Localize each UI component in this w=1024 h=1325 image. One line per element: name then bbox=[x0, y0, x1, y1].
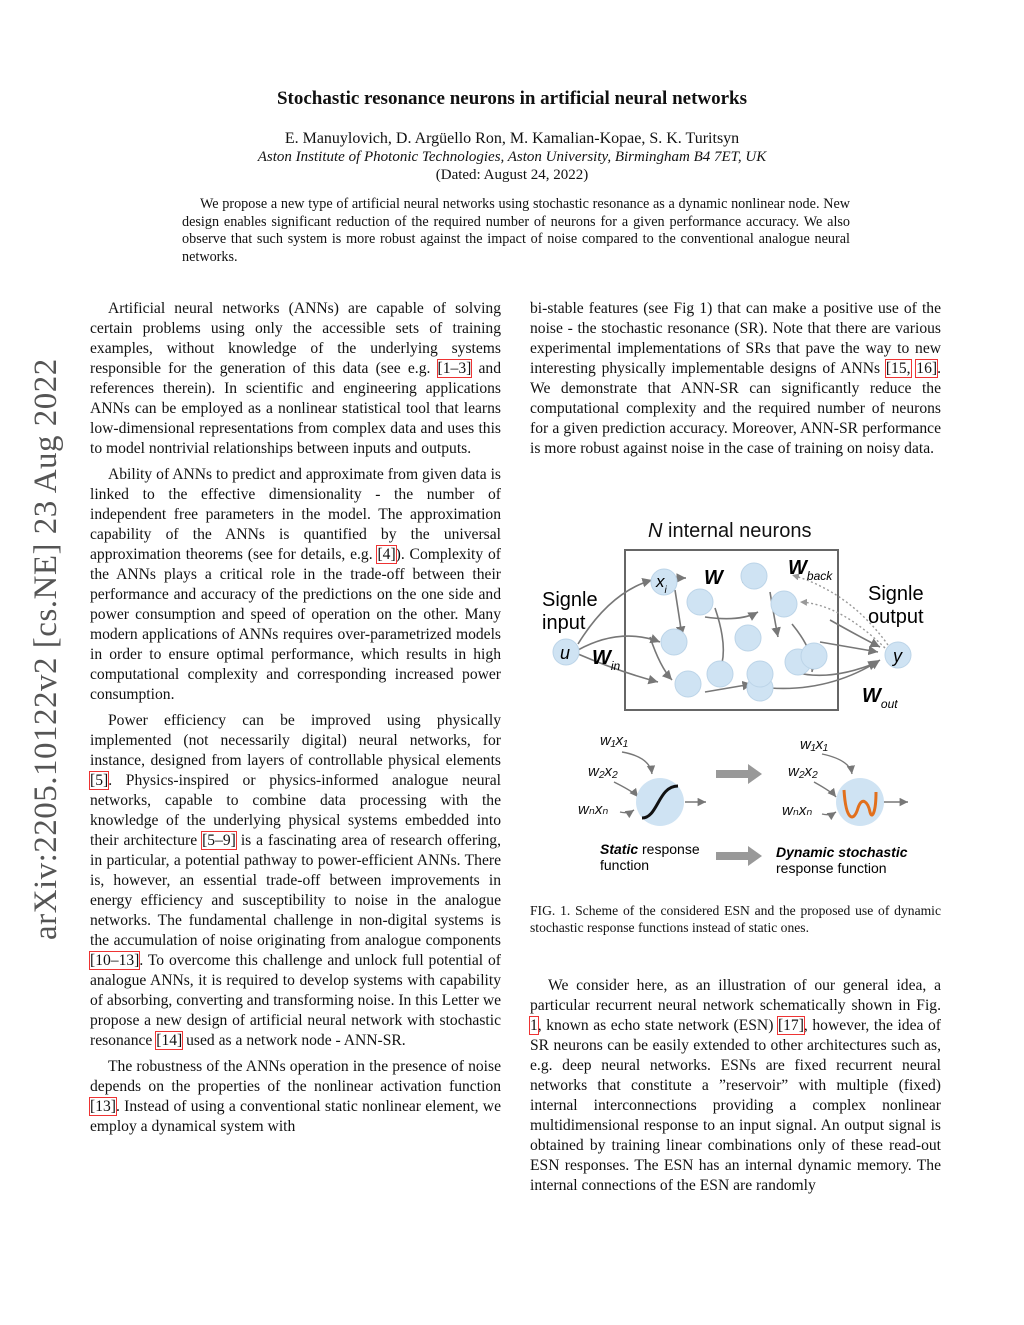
neuron-node bbox=[661, 629, 687, 655]
citation-link[interactable]: [15, bbox=[885, 360, 911, 377]
paragraph-4 bbox=[90, 1057, 501, 1137]
citation-link[interactable]: [10–13] bbox=[90, 952, 140, 969]
text: Artificial neural networks (ANNs) are capable of solving certain problems using only the accessible sets of training examples, without knowledge of the underlying systems responsible for the generation of this data (see e.g. bbox=[90, 300, 501, 377]
text: , known as echo state network (ESN) bbox=[537, 1017, 778, 1034]
text: used as a network node - ANN-SR. bbox=[182, 1032, 406, 1049]
neuron-node bbox=[801, 643, 827, 669]
w1x1-label-2: w₁x₁ bbox=[800, 736, 828, 753]
text: We consider here, as an illustration of our general idea, a particular recurrent neural network schematically shown in Fig. bbox=[530, 977, 941, 1014]
w2x2-label: w₂x₂ bbox=[588, 763, 618, 780]
y-symbol: y bbox=[893, 646, 902, 666]
text: Power efficiency can be improved using physically implemented (not necessarily digital) neural networks, for instance, designed from layers of controllable physical elements bbox=[90, 712, 501, 769]
citation-link[interactable]: [5–9] bbox=[202, 832, 236, 849]
wnxn-label: wₙxₙ bbox=[578, 801, 609, 818]
author-list: E. Manuylovich, D. Argüello Ron, M. Kamalian-Kopae, S. K. Turitsyn bbox=[284, 130, 740, 147]
neuron-node bbox=[687, 589, 713, 615]
text: The robustness of the ANNs operation in the presence of noise depends on the properties of the nonlinear activation function bbox=[90, 1058, 501, 1095]
neuron-node bbox=[747, 661, 773, 687]
citation-link[interactable]: 16] bbox=[916, 360, 938, 377]
neuron-node bbox=[771, 591, 797, 617]
citation-link[interactable]: [5] bbox=[90, 772, 109, 789]
text: is a fascinating area of research offering, in particular, a potential pathway to power-efficient ANNs. There is, however, an essential trade-off between improvements in energy efficiency and susceptibility to noise in the analogue networks. The fundamental challenge in non-digital systems is the accumulation of noise originating from analogue components bbox=[90, 832, 501, 949]
text: ). Complexity of the ANNs plays a critical role in the trade-off between their performance and accuracy of the predictions on the one side and power consumption and speed of operation on the other. Many modern applications of ANNs requires over-parametrized models in order to ensure optimal performance, which results in high computational complexity and corresponding increased power consumption. bbox=[90, 546, 502, 703]
text: , however, the idea of SR neurons can be easily extended to other architectures such as, e.g. deep neural networks. ESNs are fixed recurrent neural networks that constitute a ”reservoir” with multiple (fixed) internal interconnections providing a complex nonlinear multidimensional response to an input signal. An output signal is obtained by training linear combinations only of these read-out ESN responses. The ESN has an internal dynamic memory. The internal connections of the ESN are randomly bbox=[530, 1017, 941, 1194]
figure-caption: FIG. 1. Scheme of the considered ESN and the proposed use of dynamic stochastic response functions instead of static ones. bbox=[530, 903, 941, 935]
citation-link[interactable]: [14] bbox=[156, 1032, 183, 1049]
w-out-label: $W_{out}$ bbox=[862, 685, 898, 711]
w-label: W bbox=[704, 567, 723, 589]
w1x1-label: w₁x₁ bbox=[600, 732, 628, 749]
text: bi-stable features (see Fig 1) that can make a positive use of the noise - the stochastic resonance (SR). Note that there are various experimental implementations of SRs that pave the way to new interesting physically implementable designs of ANNs bbox=[530, 300, 941, 377]
affiliation: Aston Institute of Photonic Technologies, Aston University, Birmingham B4 7ET, UK bbox=[257, 149, 767, 165]
input-label-2: input bbox=[542, 612, 586, 634]
citation-link[interactable]: [13] bbox=[90, 1098, 116, 1115]
paragraph-1 bbox=[90, 299, 501, 459]
text: Ability of ANNs to predict and approximate from given data is linked to the effective dimensionality - the number of independent free parameters in the model. The approximation capability of the ANNs is quantified by the universal approximation theorems (see for details, e.g. bbox=[90, 466, 501, 563]
citation-link[interactable]: [1–3] bbox=[437, 360, 472, 377]
left-column bbox=[90, 299, 501, 1143]
text: . Instead of using a conventional static nonlinear element, we employ a dynamical system with bbox=[90, 1098, 501, 1135]
citation-link[interactable]: [4] bbox=[377, 546, 396, 563]
arxiv-identifier: arXiv:2205.10122v2 [cs.NE] 23 Aug 2022 bbox=[28, 358, 64, 940]
dynamic-response-label: Dynamic stochastic bbox=[776, 844, 908, 860]
paragraph-6 bbox=[530, 976, 941, 1196]
static-response-label: Static response bbox=[600, 841, 700, 857]
internal-neurons-title: N internal neurons bbox=[648, 520, 812, 542]
block-arrow bbox=[716, 846, 762, 866]
input-label: Signle bbox=[542, 589, 598, 611]
reservoir-nodes bbox=[651, 563, 827, 701]
block-arrow bbox=[716, 764, 762, 784]
u-symbol: u bbox=[560, 643, 571, 663]
w-back-label: $W_{back}$ bbox=[788, 557, 833, 583]
output-label: Signle bbox=[868, 583, 924, 605]
paper-title: Stochastic resonance neurons in artificial neural networks bbox=[276, 88, 748, 109]
neuron-node bbox=[675, 671, 701, 697]
text: . To overcome this challenge and unlock full potential of analogue ANNs, it is required to develop systems with capability of absorbing, converting and transforming noise. In this Letter we propose a new design of artificial neural network with stochastic resonance bbox=[90, 952, 501, 1049]
date-line: (Dated: August 24, 2022) bbox=[435, 167, 589, 183]
text: . We demonstrate that ANN-SR can significantly reduce the computational complexity and the required number of neurons for a given prediction accuracy. Moreover, ANN-SR performance is more robust against noise in the case of training on noisy data. bbox=[530, 360, 941, 457]
neuron-node bbox=[735, 625, 761, 651]
paragraph-3 bbox=[90, 711, 501, 1051]
figure-link[interactable]: 1 bbox=[530, 1017, 538, 1034]
right-column-bottom bbox=[530, 976, 941, 1202]
text: and references therein). In scientific and engineering applications ANNs can be employed as a nonlinear statistical tool that learns low-dimensional representations from complex data and uses this to model nontrivial relationships between inputs and outputs. bbox=[90, 360, 501, 457]
wnxn-label-2: wₙxₙ bbox=[782, 802, 813, 819]
text: . Physics-inspired or physics-informed analogue neural networks, capable to combine data processing with the knowledge of the underlying physical systems embedded into their architecture bbox=[90, 772, 501, 849]
output-label-2: output bbox=[868, 606, 924, 628]
citation-link[interactable]: [17] bbox=[777, 1017, 804, 1034]
dynamic-response-label-2: response function bbox=[776, 860, 887, 876]
x-i-symbol: $x_i$ bbox=[656, 572, 667, 596]
paragraph-2 bbox=[90, 465, 501, 705]
neuron-node bbox=[707, 661, 733, 687]
paragraph-5 bbox=[530, 299, 941, 459]
right-column-top bbox=[530, 299, 941, 465]
w-in-label: $W_{in}$ bbox=[592, 647, 621, 673]
neuron-node bbox=[741, 563, 767, 589]
abstract: We propose a new type of artificial neural networks using stochastic resonance as a dynamic nonlinear node. New design enables significant reduction of the required number of neurons for a given performance accuracy. We also observe that such system is more robust against the impact of noise compared to the conventional analogue neural networks. bbox=[182, 196, 850, 265]
figure-1 bbox=[530, 512, 950, 892]
w2x2-label-2: w₂x₂ bbox=[788, 763, 818, 780]
esn-diagram bbox=[530, 512, 950, 892]
static-response-label-2: function bbox=[600, 857, 650, 873]
